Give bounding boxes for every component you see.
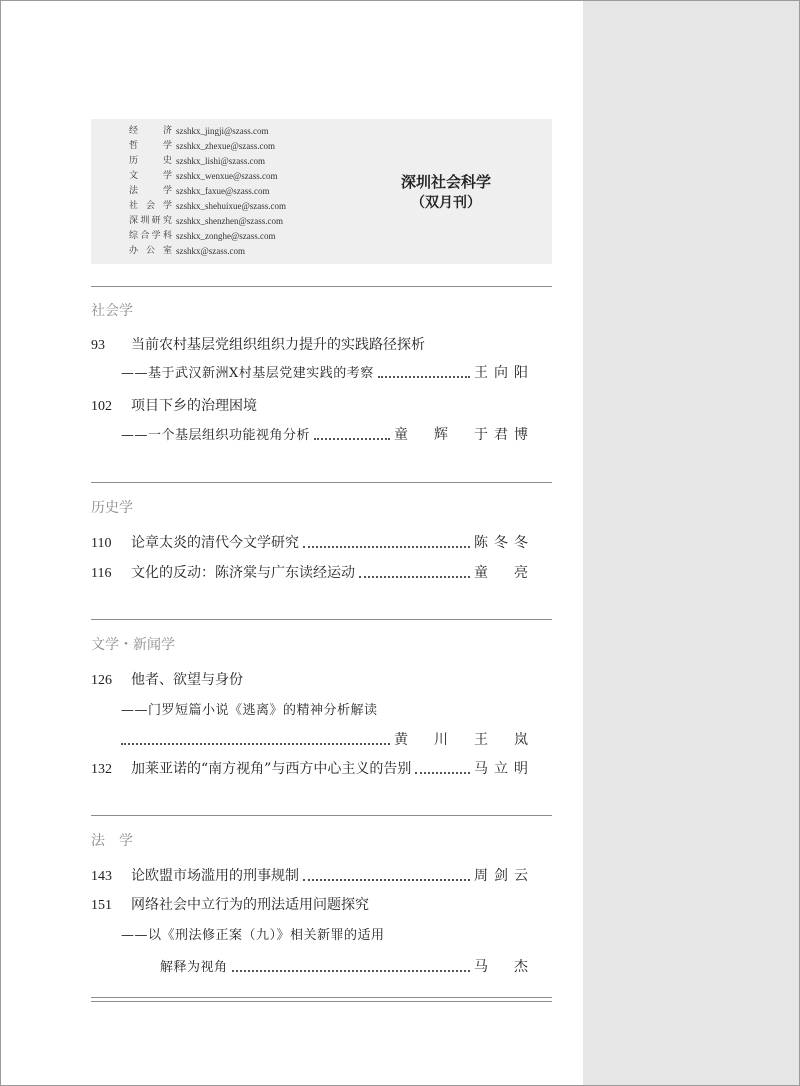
article-author: 周剑云	[474, 868, 534, 884]
dot-leader	[232, 969, 470, 972]
contact-label: 经 济	[129, 126, 172, 136]
journal-title: 深圳社会科学	[400, 173, 491, 191]
page-number: 143	[91, 869, 112, 884]
article-author: 童 亮	[474, 565, 534, 581]
journal-subtitle: （双月刊）	[411, 195, 481, 211]
section-divider	[91, 286, 552, 287]
contact-email: szshkx_lishi@szass.com	[176, 156, 266, 166]
dot-leader	[314, 437, 390, 440]
right-margin-panel	[583, 1, 799, 1085]
dot-leader	[121, 742, 390, 745]
article-author: 马 杰	[474, 959, 534, 975]
dot-leader	[303, 545, 470, 548]
article-author: 马立明	[474, 761, 534, 777]
page-number: 132	[91, 762, 112, 777]
article-title: 项目下乡的治理困境	[131, 398, 257, 414]
toc-entry[interactable]	[91, 562, 534, 584]
contact-label: 办 公 室	[129, 246, 172, 256]
contact-email: szshkx_zhexue@szass.com	[176, 141, 276, 151]
article-title: 他者、欲望与身份	[131, 672, 243, 688]
article-title: 文化的反动：陈济棠与广东读经运动	[131, 565, 355, 581]
contact-label: 哲 学	[129, 141, 172, 151]
section-divider	[91, 815, 552, 816]
dot-leader	[303, 878, 470, 881]
article-title: 论章太炎的清代今文学研究	[131, 535, 299, 551]
contact-email: szshkx_shenzhen@szass.com	[176, 216, 284, 226]
section-title: 历史学	[91, 500, 133, 516]
contact-email: szshkx_jingji@szass.com	[176, 126, 269, 136]
toc-entry-subline	[121, 362, 534, 384]
contact-row	[129, 244, 245, 259]
contact-row	[129, 199, 286, 214]
toc-entry[interactable]	[91, 758, 534, 780]
contact-row	[129, 139, 275, 154]
contact-label: 法 学	[129, 186, 172, 196]
article-author: 陈冬冬	[474, 535, 534, 551]
toc-entry[interactable]	[91, 395, 528, 417]
article-subtitle: ——基于武汉新洲X村基层党建实践的考察	[121, 366, 374, 381]
page-number: 151	[91, 898, 112, 913]
dot-leader	[415, 771, 470, 774]
contact-label: 社 会 学	[129, 201, 172, 211]
page-number: 116	[91, 566, 112, 581]
contact-email: szshkx_zonghe@szass.com	[176, 231, 276, 241]
contact-email: szshkx_faxue@szass.com	[176, 186, 270, 196]
page-number: 102	[91, 399, 112, 414]
toc-entry[interactable]	[91, 865, 534, 887]
section-divider	[91, 619, 552, 620]
toc-entry[interactable]	[91, 532, 534, 554]
page-number: 110	[91, 536, 112, 551]
toc-entry-subline	[160, 956, 534, 978]
toc-entry-subline	[121, 924, 528, 946]
toc-entry-subline	[121, 424, 534, 446]
page-number: 126	[91, 673, 112, 688]
article-subtitle: ——以《刑法修正案（九）》相关新罪的适用	[121, 928, 385, 943]
contact-label: 文 学	[129, 171, 172, 181]
toc-entry-subline	[121, 729, 534, 751]
article-subtitle-continued: 解释为视角	[160, 960, 228, 975]
toc-entry[interactable]	[91, 894, 528, 916]
article-title: 网络社会中立行为的刑法适用问题探究	[131, 897, 369, 913]
article-author: 童 辉 于君博	[394, 427, 534, 443]
bottom-divider	[91, 997, 552, 998]
article-author: 王向阳	[474, 365, 534, 381]
toc-entry-subline	[121, 699, 528, 721]
bottom-divider	[91, 1001, 552, 1002]
contact-email: szshkx@szass.com	[176, 246, 246, 256]
contact-row	[129, 184, 270, 199]
dot-leader	[378, 375, 470, 378]
article-title: 当前农村基层党组织组织力提升的实践路径探析	[131, 337, 425, 353]
contact-label: 综合学科	[129, 231, 172, 241]
contact-row	[129, 229, 276, 244]
section-title: 社会学	[91, 303, 133, 319]
article-subtitle: ——一个基层组织功能视角分析	[121, 428, 311, 443]
page-number: 93	[91, 338, 105, 353]
contact-row	[129, 124, 269, 139]
toc-entry[interactable]	[91, 669, 528, 691]
section-divider	[91, 482, 552, 483]
contact-box	[91, 119, 552, 264]
contact-row	[129, 154, 265, 169]
contact-label: 深圳研究	[129, 216, 172, 226]
section-title: 文学・新闻学	[91, 637, 175, 653]
article-author: 黄 川 王 岚	[394, 732, 534, 748]
contact-email: szshkx_wenxue@szass.com	[176, 171, 278, 181]
section-title: 法 学	[91, 833, 133, 849]
contact-row	[129, 214, 283, 229]
article-subtitle: ——门罗短篇小说《逃离》的精神分析解读	[121, 703, 378, 718]
toc-entry[interactable]	[91, 334, 528, 356]
contact-row	[129, 169, 278, 184]
article-title: 论欧盟市场滥用的刑事规制	[131, 868, 299, 884]
article-title: 加莱亚诺的“南方视角”与西方中心主义的告别	[131, 761, 412, 777]
contact-email: szshkx_shehuixue@szass.com	[176, 201, 287, 211]
dot-leader	[359, 575, 470, 578]
contact-label: 历 史	[129, 156, 172, 166]
